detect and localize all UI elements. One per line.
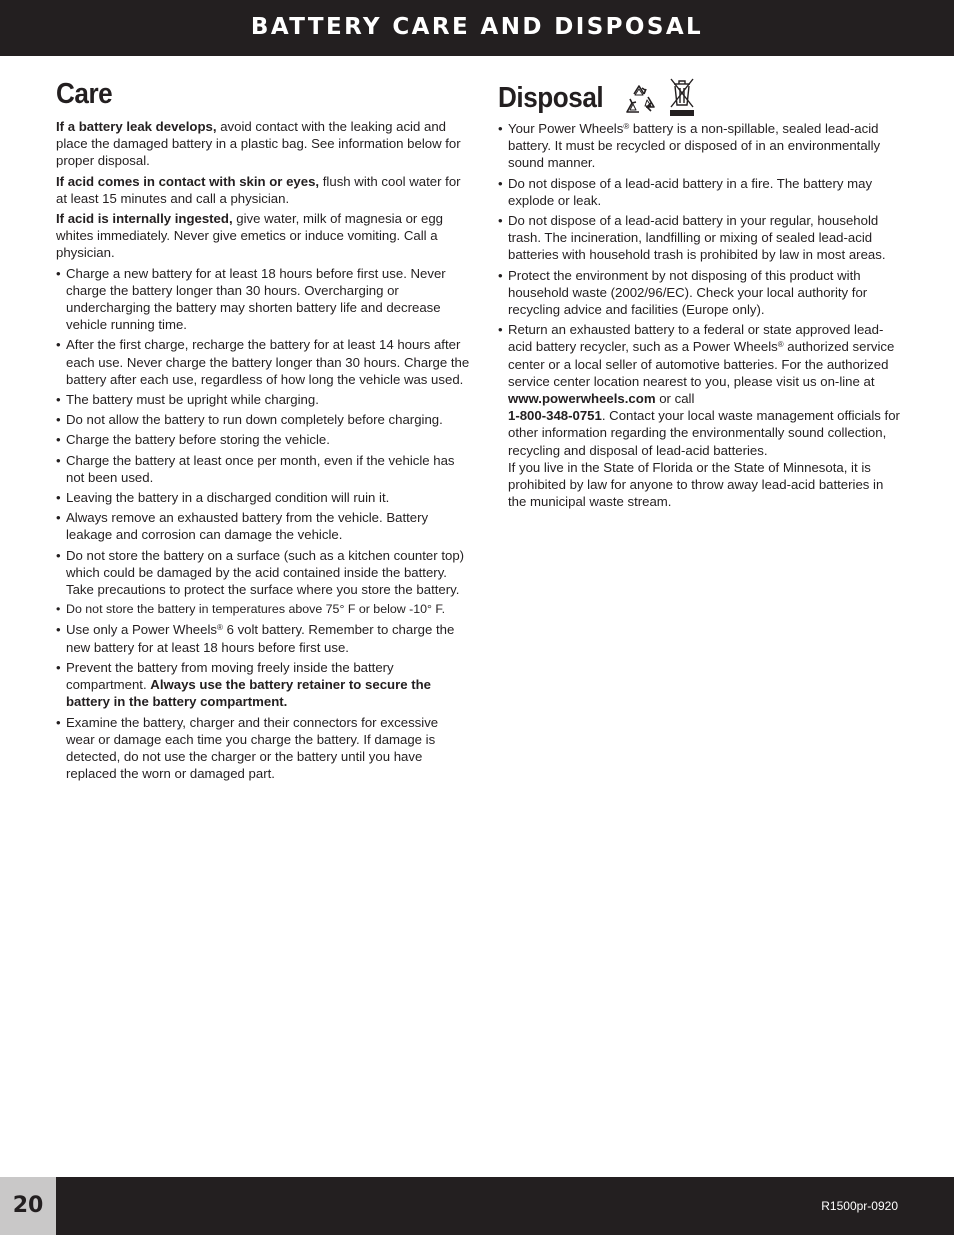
care-bullet: • Examine the battery, charger and their connectors for excessive wear or damage each time you charge the battery. If damage is detected, do not use the charger or the battery until you have replaced the worn or damaged part.: [56, 714, 470, 783]
page-number: 20: [12, 1193, 44, 1218]
care-bullet: • Do not allow the battery to run down completely before charging.: [56, 411, 470, 428]
care-bullet: • The battery must be upright while charging.: [56, 391, 470, 408]
bullet-bold-text: Always use the battery retainer to secure the battery in the battery compartment.: [66, 677, 432, 710]
care-paragraph-text: avoid contact with the leaking acid and place the damaged battery in a plastic bag. See information below for proper disposal.: [56, 119, 461, 169]
registered-mark: ®: [777, 340, 784, 350]
care-paragraph-text: give water, milk of magnesia or egg whites immediately. Never give emetics or induce vomiting. Call a physician.: [56, 211, 443, 261]
care-bullet: • Do not store the battery on a surface (such as a kitchen counter top) which could be damaged by the acid contained inside the battery. Take precautions to protect the surface where you store the battery.: [56, 547, 470, 599]
disposal-bullet-list: [498, 120, 902, 510]
registered-mark: ®: [623, 122, 630, 131]
care-paragraph: [56, 118, 470, 170]
care-bullet: [56, 621, 470, 655]
page-header: [0, 0, 954, 56]
care-bullet: • Charge a new battery for at least 18 hours before first use. Never charge the battery longer than 30 hours. Overcharging or undercharging the battery may shorten battery life and decrease vehicle running time.: [56, 265, 470, 334]
disposal-bullet: • Do not dispose of a lead-acid battery in a fire. The battery may explode or leak.: [498, 175, 902, 209]
recycle-icon: [621, 82, 659, 116]
page-footer: [0, 1177, 954, 1235]
disposal-bullet: • Do not dispose of a lead-acid battery in your regular, household trash. The incineration, landfilling or mixing of sealed lead-acid batteries with household trash is prohibited by law in most areas.: [498, 212, 902, 264]
care-bullet: • Do not store the battery in temperatures above 75° F or below -10° F.: [56, 601, 470, 618]
care-paragraph: [56, 210, 470, 262]
care-bullet: • Charge the battery at least once per month, even if the vehicle has not been used.: [56, 452, 470, 486]
disposal-column: [498, 76, 902, 513]
disposal-bullet: • Protect the environment by not disposing of this product with household waste (2002/96/EC). Check your local authority for recycling advice and facilities (Europe only).: [498, 267, 902, 319]
website-link[interactable]: www.powerwheels.com: [508, 391, 656, 407]
care-heading: Care: [56, 78, 113, 110]
bullet-text: or call: [655, 391, 695, 407]
bullet-text: Your Power Wheels: [508, 121, 624, 136]
care-paragraph: [56, 173, 470, 207]
bullet-text: authorized service center or a local seller of automotive batteries. For the authorized service center location nearest to you, please visit us on-line at: [508, 339, 895, 389]
care-bullet: • After the first charge, recharge the battery for at least 14 hours after each use. Never charge the battery longer than 30 hours. Charge the battery after each use, regardless of how long the vehicle was used.: [56, 336, 470, 388]
disposal-icons: [621, 76, 697, 116]
care-bullet: • Always remove an exhausted battery from the vehicle. Battery leakage and corrosion can damage the vehicle.: [56, 509, 470, 543]
care-bullet: • Leaving the battery in a discharged condition will ruin it.: [56, 489, 470, 506]
care-column: [56, 76, 470, 785]
disposal-heading: Disposal: [498, 82, 604, 114]
care-bullet: • Charge the battery before storing the vehicle.: [56, 431, 470, 448]
care-paragraph-lead: If a battery leak develops,: [56, 119, 217, 134]
page-number-box: [0, 1177, 56, 1235]
bullet-text: Use only a Power Wheels: [66, 622, 217, 638]
disposal-bullet: [498, 120, 902, 172]
bullet-text: Return an exhausted battery to a federal or state approved lead-acid battery recycler, such as a Power Wheels: [508, 322, 884, 355]
bullet-text: If you live in the State of Florida or the State of Minnesota, it is prohibited by law for anyone to throw away lead-acid batteries in the municipal waste stream.: [508, 459, 884, 510]
disposal-heading-row: [498, 76, 902, 116]
bullet-text: battery is a non-spillable, sealed lead-acid battery. It must be recycled or disposed of in an environmentally sound manner.: [508, 121, 881, 171]
bullet-text: Prevent the battery from moving freely inside the battery compartment.: [66, 659, 394, 693]
document-code: R1500pr-0920: [821, 1199, 898, 1213]
care-bullet: [56, 659, 470, 711]
disposal-bullet: [498, 321, 902, 510]
care-paragraph-lead: If acid comes in contact with skin or eyes,: [56, 173, 320, 189]
registered-mark: ®: [217, 623, 223, 633]
bullet-text: . Contact your local waste management officials for other information regarding the environmentally sound collection, recycling and disposal of lead-acid batteries.: [508, 408, 900, 458]
phone-number: 1-800-348-0751: [508, 408, 602, 424]
page-title: BATTERY CARE AND DISPOSAL: [250, 14, 704, 40]
bullet-text: 6 volt battery. Remember to charge the new battery for at least 18 hours before first use.: [66, 622, 455, 655]
care-paragraph-lead: If acid is internally ingested,: [56, 211, 233, 227]
care-bullet-list: [56, 265, 470, 783]
care-paragraph-text: flush with cool water for at least 15 minutes and call a physician.: [56, 173, 461, 206]
crossed-bin-icon: [667, 76, 697, 116]
